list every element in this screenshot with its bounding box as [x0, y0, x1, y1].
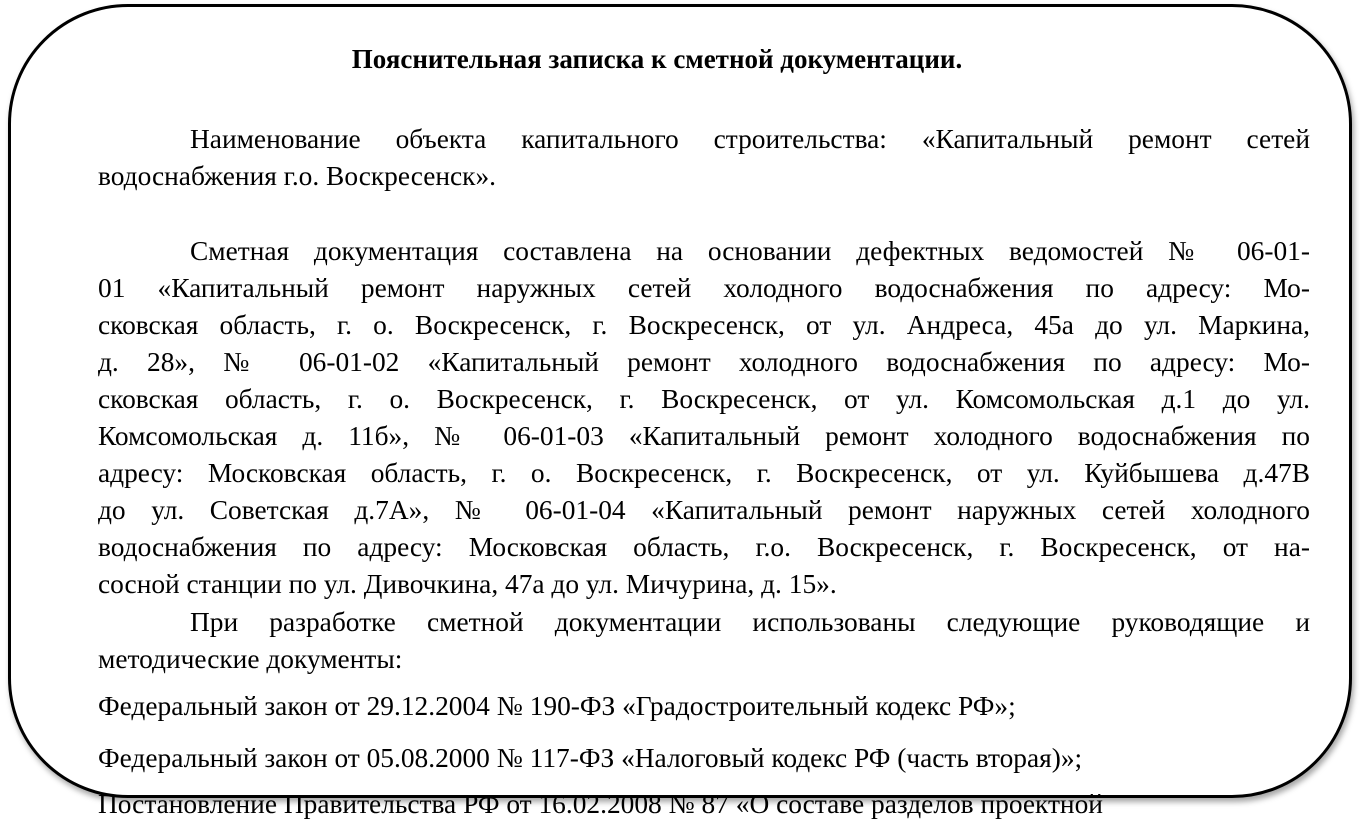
law-item: Постановление Правительства РФ от 16.02.2008 № 87 «О составе разделов проектной	[98, 789, 1103, 819]
text-line: Сметная документация составлена на основании дефектных ведомостей № 06-01-	[190, 236, 1310, 266]
paragraph-documents-intro	[98, 604, 1310, 678]
text-line: водоснабжения г.о. Воскресенск».	[98, 161, 497, 191]
text-line: сковская область, г. о. Воскресенск, г. Воскресенск, от ул. Комсомольская д.1 до ул.	[98, 384, 1310, 414]
text-line: При разработке сметной документации использованы следующие руководящие и	[190, 607, 1310, 637]
text-line: д. 28», № 06-01-02 «Капитальный ремонт холодного водоснабжения по адресу: Мо-	[98, 347, 1310, 377]
text-line: Комсомольская д. 11б», № 06-01-03 «Капитальный ремонт холодного водоснабжения по	[98, 421, 1310, 451]
law-item: Федеральный закон от 05.08.2000 № 117-ФЗ «Налоговый кодекс РФ (часть вторая)»;	[98, 743, 1083, 773]
law-item: Федеральный закон от 29.12.2004 № 190-ФЗ «Градостроительный кодекс РФ»;	[98, 691, 1016, 721]
text-line: 01 «Капитальный ремонт наружных сетей холодного водоснабжения по адресу: Мо-	[98, 273, 1310, 303]
text-line: сосной станции по ул. Дивочкина, 47а до ул. Мичурина, д. 15».	[98, 569, 837, 599]
document-frame	[8, 4, 1352, 819]
text-line: адресу: Московская область, г. о. Воскресенск, г. Воскресенск, от ул. Куйбышева д.47В	[98, 458, 1310, 488]
text-line: Наименование объекта капитального строительства: «Капитальный ремонт сетей	[190, 124, 1310, 154]
text-line: до ул. Советская д.7А», № 06-01-04 «Капитальный ремонт наружных сетей холодного	[98, 495, 1310, 525]
paragraph-object-name	[98, 121, 1310, 195]
document-title: Пояснительная записка к сметной документации.	[351, 44, 963, 74]
paragraph-basis	[98, 233, 1310, 603]
text-line: методические документы:	[98, 644, 403, 674]
text-line: водоснабжения по адресу: Московская область, г.о. Воскресенск, г. Воскресенск, от на-	[98, 532, 1310, 562]
text-line: сковская область, г. о. Воскресенск, г. Воскресенск, от ул. Андреса, 45а до ул. Маркина,	[98, 310, 1310, 340]
